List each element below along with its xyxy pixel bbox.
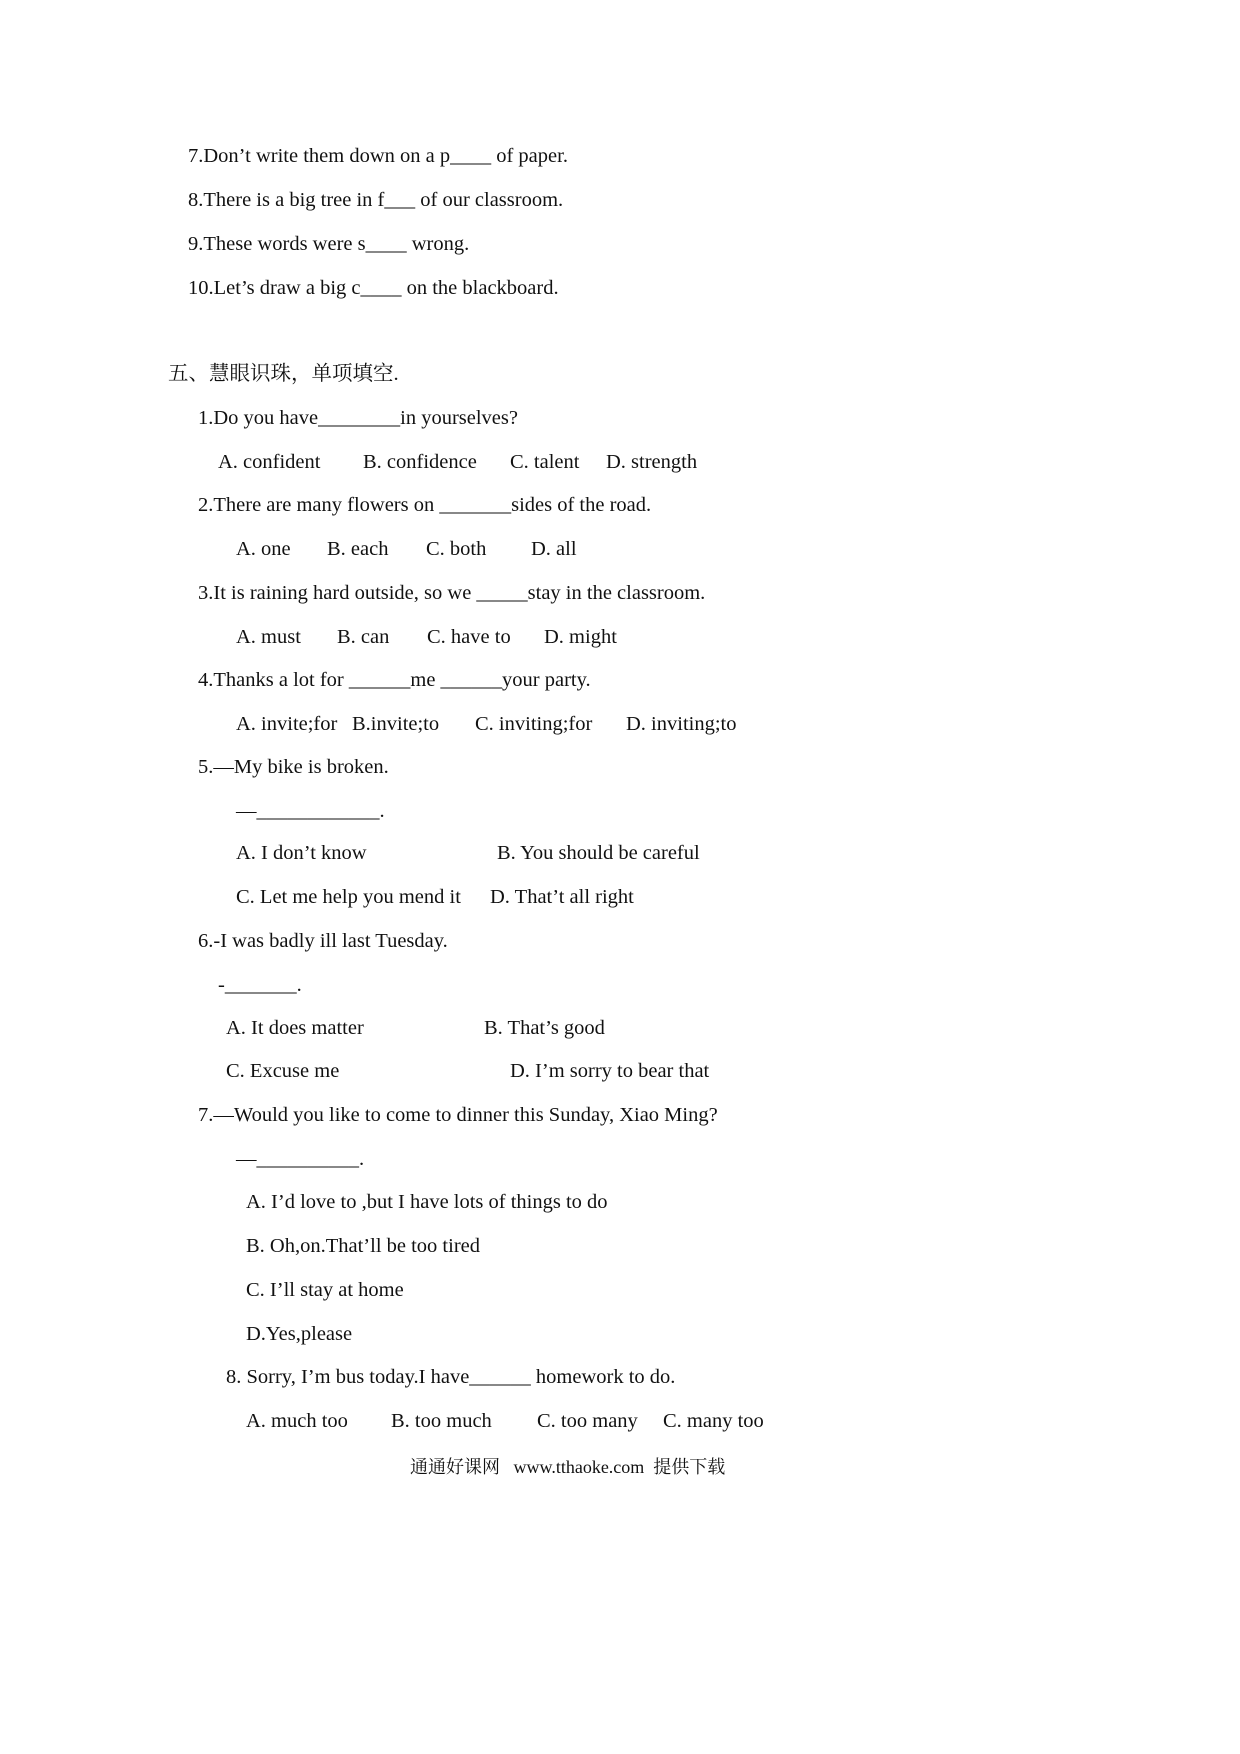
question-7-stem: 7.—Would you like to come to dinner this Sunday, Xiao Ming? xyxy=(198,1104,718,1126)
question-7-option-a: A. I’d love to ,but I have lots of things to do xyxy=(246,1191,608,1213)
section-heading: 五、慧眼识珠，单项填空. xyxy=(168,363,399,385)
question-6-option-d: D. I’m sorry to bear that xyxy=(510,1060,710,1082)
question-7-reply-blank: —__________. xyxy=(236,1148,365,1170)
question-2-option-b: B. each xyxy=(327,538,389,560)
question-3-option-a: A. must xyxy=(236,626,301,648)
question-2-option-c: C. both xyxy=(426,538,487,560)
question-3-option-b: B. can xyxy=(337,626,390,648)
question-5-stem: 5.—My bike is broken. xyxy=(198,756,389,778)
question-4-option-d: D. inviting;to xyxy=(626,713,737,735)
question-7-option-c: C. I’ll stay at home xyxy=(246,1279,404,1301)
fill-in-item-10: 10.Let’s draw a big c____ on the blackboard. xyxy=(188,277,559,299)
question-2-option-d: D. all xyxy=(531,538,577,560)
question-2-stem: 2.There are many flowers on _______sides of the road. xyxy=(198,494,652,516)
fill-in-item-9: 9.These words were s____ wrong. xyxy=(188,233,470,255)
question-1-option-a: A. confident xyxy=(218,451,321,473)
question-8-option-a: A. much too xyxy=(246,1410,348,1432)
question-3-stem: 3.It is raining hard outside, so we _____stay in the classroom. xyxy=(198,582,706,604)
question-5-option-b: B. You should be careful xyxy=(497,842,700,864)
question-4-option-c: C. inviting;for xyxy=(475,713,593,735)
question-8-option-c: C. too many xyxy=(537,1410,638,1432)
fill-in-item-8: 8.There is a big tree in f___ of our classroom. xyxy=(188,189,564,211)
question-6-reply-blank: -_______. xyxy=(218,974,302,996)
question-5-reply-blank: —____________. xyxy=(236,800,385,822)
question-4-stem: 4.Thanks a lot for ______me ______your party. xyxy=(198,669,591,691)
question-8-option-d: C. many too xyxy=(663,1410,764,1432)
question-1-option-c: C. talent xyxy=(510,451,580,473)
question-6-option-c: C. Excuse me xyxy=(226,1060,340,1082)
question-3-option-c: C. have to xyxy=(427,626,511,648)
question-6-option-b: B. That’s good xyxy=(484,1017,605,1039)
question-8-stem: 8. Sorry, I’m bus today.I have______ homework to do. xyxy=(226,1366,676,1388)
question-2-option-a: A. one xyxy=(236,538,291,560)
question-8-option-b: B. too much xyxy=(391,1410,492,1432)
question-4-option-a: A. invite;for xyxy=(236,713,338,735)
question-6-stem: 6.-I was badly ill last Tuesday. xyxy=(198,930,448,952)
question-6-option-a: A. It does matter xyxy=(226,1017,364,1039)
question-5-option-d: D. That’t all right xyxy=(490,886,634,908)
page-footer: 通通好课网 www.tthaoke.com 提供下载 xyxy=(410,1457,726,1477)
question-1-option-b: B. confidence xyxy=(363,451,477,473)
question-7-option-d: D.Yes,please xyxy=(246,1323,353,1345)
question-5-option-c: C. Let me help you mend it xyxy=(236,886,461,908)
question-4-option-b: B.invite;to xyxy=(352,713,440,735)
question-3-option-d: D. might xyxy=(544,626,617,648)
question-5-option-a: A. I don’t know xyxy=(236,842,367,864)
question-7-option-b: B. Oh,on.That’ll be too tired xyxy=(246,1235,480,1257)
question-1-option-d: D. strength xyxy=(606,451,698,473)
fill-in-item-7: 7.Don’t write them down on a p____ of paper. xyxy=(188,145,568,167)
question-1-stem: 1.Do you have________in yourselves? xyxy=(198,407,518,429)
